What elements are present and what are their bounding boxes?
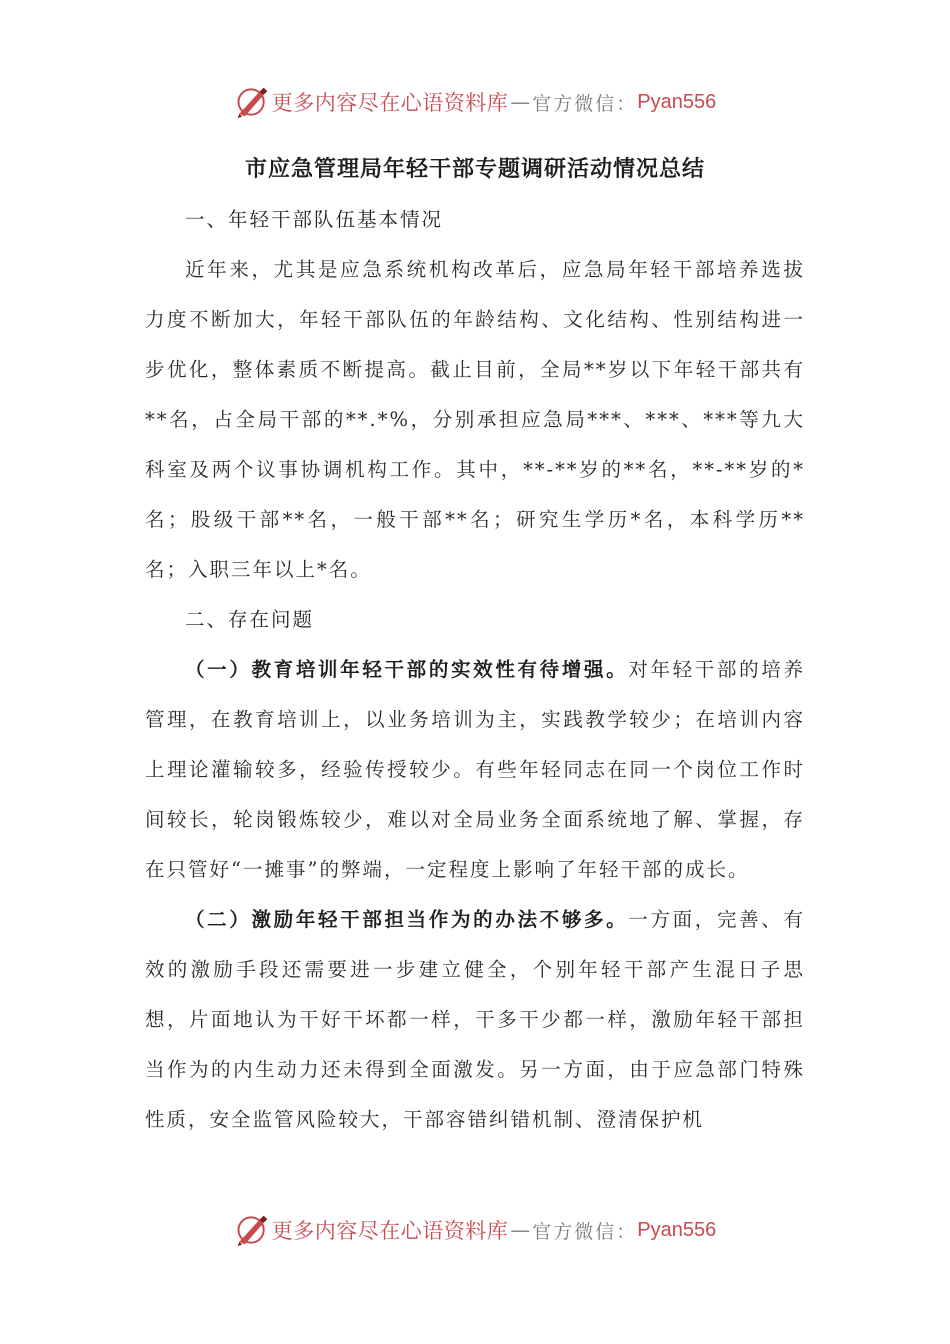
footer-watermark	[0, 1210, 950, 1250]
pen-logo-icon	[234, 1212, 270, 1248]
header-watermark	[0, 82, 950, 122]
wechat-id: Pyan556	[637, 90, 717, 113]
issue-2-paragraph	[145, 895, 805, 1145]
issue-1-title: （一）教育培训年轻干部的实效性有待增强。	[185, 658, 629, 681]
issue-1-paragraph	[145, 645, 805, 895]
section-heading-1: 一、年轻干部队伍基本情况	[185, 208, 444, 231]
wechat-label: 官方微信：	[532, 92, 638, 115]
separator-dash: —	[510, 1218, 531, 1242]
issue-1-text: 对年轻干部的培养管理，在教育培训上，以业务培训为主，实践教学较少；在培训内容上理论灌输较多，经验传授较少。有些年轻同志在同一个岗位工作时间较长，轮岗锻炼较少，难以对全局业务全面系统地了解、掌握，存在只管好“一摊事”的弊端，一定程度上影响了年轻干部的成长。	[145, 658, 805, 881]
section-heading-2: 二、存在问题	[185, 608, 315, 631]
wechat-label: 官方微信：	[532, 1220, 638, 1243]
library-text: 更多内容尽在心语资料库	[271, 91, 509, 115]
pen-logo-icon	[234, 84, 270, 120]
document-body	[145, 195, 805, 1145]
separator-dash: —	[510, 90, 531, 114]
issue-2-text: 一方面，完善、有效的激励手段还需要进一步建立健全，个别年轻干部产生混日子思想，片面地认为干好干坏都一样，干多干少都一样，激励年轻干部担当作为的内生动力还未得到全面激发。另一方面，由于应急部门特殊性质，安全监管风险较大，干部容错纠错机制、澄清保护机	[145, 908, 805, 1131]
section-1-paragraph: 近年来，尤其是应急系统机构改革后，应急局年轻干部培养选拔力度不断加大，年轻干部队伍的年龄结构、文化结构、性别结构进一步优化，整体素质不断提高。截止目前，全局**岁以下年轻干部共有**名，占全局干部的**.*%，分别承担应急局***、***、***等九大科室及两个议事协调机构工作。其中，**-**岁的**名，**-**岁的*名；股级干部**名，一般干部**名；研究生学历*名，本科学历**名；入职三年以上*名。	[145, 258, 805, 581]
library-text: 更多内容尽在心语资料库	[271, 1219, 509, 1243]
document-title: 市应急管理局年轻干部专题调研活动情况总结	[244, 157, 705, 182]
issue-2-title: （二）激励年轻干部担当作为的办法不够多。	[185, 908, 629, 931]
wechat-id: Pyan556	[637, 1218, 717, 1241]
